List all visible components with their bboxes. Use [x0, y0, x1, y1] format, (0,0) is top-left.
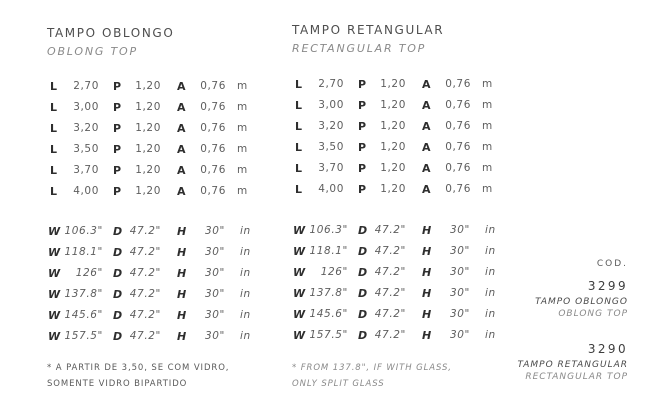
- unit-label: m: [237, 101, 248, 113]
- dimension-value: 145.6": [64, 309, 103, 321]
- unit-label: m: [482, 141, 493, 153]
- dimension-letter: D: [113, 288, 123, 301]
- dimension-row: [47, 284, 267, 305]
- dimension-letter: H: [177, 246, 187, 259]
- dimension-value: 3,70: [318, 162, 344, 174]
- dimension-letter: L: [50, 143, 58, 156]
- dimension-value: 1,20: [380, 141, 406, 153]
- dimension-value: 30": [205, 267, 225, 279]
- code-number: 3290: [587, 342, 628, 356]
- dimension-letter: H: [177, 288, 187, 301]
- dimension-value: 30": [205, 225, 225, 237]
- rectangular-note-line2: ONLY SPLIT GLASS: [292, 379, 385, 389]
- dimension-value: 0,76: [200, 101, 226, 113]
- dimension-row: [292, 116, 512, 137]
- unit-label: m: [237, 80, 248, 92]
- dimension-value: 0,76: [445, 183, 471, 195]
- dimension-letter: D: [358, 308, 368, 321]
- code-name-pt: TAMPO RETANGULAR: [517, 360, 628, 370]
- code-item-oblong: [535, 279, 628, 319]
- oblong-section: [47, 26, 174, 58]
- unit-label: m: [482, 78, 493, 90]
- unit-label: m: [482, 99, 493, 111]
- dimension-value: 30": [450, 266, 470, 278]
- dimension-value: 145.6": [309, 308, 348, 320]
- dimension-value: 2,70: [318, 78, 344, 90]
- dimension-value: 118.1": [309, 245, 348, 257]
- dimension-value: 30": [205, 246, 225, 258]
- dimension-value: 47.2": [129, 330, 161, 342]
- dimension-letter: A: [177, 164, 186, 177]
- dimension-value: 3,50: [73, 143, 99, 155]
- dimension-letter: P: [113, 80, 122, 93]
- dimension-value: 3,00: [73, 101, 99, 113]
- dimension-letter: P: [113, 143, 122, 156]
- dimension-row: [47, 221, 267, 242]
- dimension-value: 47.2": [374, 245, 406, 257]
- dimension-letter: P: [358, 78, 367, 91]
- dimension-value: 0,76: [200, 143, 226, 155]
- code-name-en: RECTANGULAR TOP: [525, 372, 628, 382]
- dimension-letter: P: [358, 99, 367, 112]
- dimension-value: 47.2": [374, 266, 406, 278]
- dimension-row: [292, 74, 512, 95]
- dimension-value: 30": [450, 329, 470, 341]
- dimension-value: 30": [450, 245, 470, 257]
- code-label-text: COD.: [596, 259, 628, 269]
- dimension-value: 1,20: [380, 120, 406, 132]
- dimension-value: 0,76: [445, 99, 471, 111]
- dimension-value: 0,76: [445, 120, 471, 132]
- dimension-value: 1,20: [135, 164, 161, 176]
- unit-label: in: [485, 287, 496, 299]
- oblong-metric-table: [47, 76, 267, 202]
- dimension-row: [47, 160, 267, 181]
- dimension-row: [47, 181, 267, 202]
- unit-label: in: [485, 308, 496, 320]
- oblong-note: [47, 360, 229, 392]
- dimension-row: [47, 305, 267, 326]
- code-label: [597, 251, 628, 270]
- dimension-value: 47.2": [374, 329, 406, 341]
- dimension-letter: P: [358, 120, 367, 133]
- dimension-row: [292, 95, 512, 116]
- dimension-letter: W: [48, 225, 61, 238]
- dimension-value: 1,20: [380, 162, 406, 174]
- dimension-value: 47.2": [129, 267, 161, 279]
- rectangular-imperial-table: [292, 220, 512, 346]
- oblong-title: TAMPO OBLONGO: [47, 26, 175, 40]
- dimension-letter: A: [177, 143, 186, 156]
- dimension-letter: L: [295, 183, 303, 196]
- dimension-value: 1,20: [135, 185, 161, 197]
- dimension-value: 1,20: [135, 143, 161, 155]
- unit-label: m: [237, 122, 248, 134]
- dimension-letter: D: [113, 330, 123, 343]
- dimension-value: 1,20: [380, 99, 406, 111]
- dimension-letter: H: [422, 266, 432, 279]
- dimension-letter: L: [295, 99, 303, 112]
- dimension-letter: W: [293, 245, 306, 258]
- dimension-value: 118.1": [64, 246, 103, 258]
- unit-label: in: [240, 225, 251, 237]
- dimension-letter: D: [358, 245, 368, 258]
- dimension-letter: A: [422, 99, 431, 112]
- dimension-value: 3,20: [318, 120, 344, 132]
- code-item-rectangular: [518, 342, 628, 382]
- dimension-value: 0,76: [200, 80, 226, 92]
- dimension-value: 137.8": [64, 288, 103, 300]
- dimension-letter: W: [48, 246, 61, 259]
- code-number: 3299: [587, 279, 628, 293]
- dimension-value: 30": [450, 287, 470, 299]
- dimension-value: 1,20: [380, 78, 406, 90]
- dimension-value: 47.2": [374, 224, 406, 236]
- dimension-row: [47, 76, 267, 97]
- dimension-letter: D: [113, 246, 123, 259]
- dimension-letter: H: [177, 309, 187, 322]
- unit-label: m: [237, 143, 248, 155]
- dimension-letter: L: [50, 164, 58, 177]
- dimension-letter: W: [48, 309, 61, 322]
- rectangular-title: TAMPO RETANGULAR: [292, 23, 445, 37]
- dimension-value: 0,76: [200, 122, 226, 134]
- dimension-letter: P: [113, 164, 122, 177]
- dimension-letter: W: [48, 267, 61, 280]
- unit-label: in: [240, 330, 251, 342]
- dimension-letter: P: [358, 141, 367, 154]
- dimension-letter: L: [50, 80, 58, 93]
- dimension-row: [292, 220, 512, 241]
- dimension-letter: A: [422, 141, 431, 154]
- oblong-imperial-table: [47, 221, 267, 347]
- dimension-value: 3,20: [73, 122, 99, 134]
- dimension-row: [292, 179, 512, 200]
- dimension-row: [47, 326, 267, 347]
- dimension-letter: D: [358, 266, 368, 279]
- rectangular-note: [292, 360, 452, 392]
- unit-label: in: [240, 309, 251, 321]
- code-name-en: OBLONG TOP: [558, 309, 628, 319]
- dimension-value: 1,20: [380, 183, 406, 195]
- dimension-letter: W: [48, 288, 61, 301]
- dimension-row: [292, 325, 512, 346]
- dimension-value: 1,20: [135, 122, 161, 134]
- dimension-value: 30": [205, 309, 225, 321]
- dimension-value: 126": [320, 266, 348, 278]
- dimension-letter: H: [422, 224, 432, 237]
- dimension-letter: A: [422, 120, 431, 133]
- dimension-letter: L: [295, 141, 303, 154]
- dimension-letter: W: [293, 329, 306, 342]
- dimension-letter: A: [177, 80, 186, 93]
- unit-label: m: [482, 162, 493, 174]
- rectangular-note-line1: * FROM 137.8", IF WITH GLASS,: [292, 363, 452, 373]
- dimension-row: [292, 137, 512, 158]
- dimension-row: [47, 263, 267, 284]
- dimension-row: [47, 139, 267, 160]
- dimension-letter: A: [177, 122, 186, 135]
- unit-label: in: [485, 329, 496, 341]
- dimension-value: 4,00: [73, 185, 99, 197]
- dimension-value: 47.2": [129, 225, 161, 237]
- unit-label: m: [237, 164, 248, 176]
- dimension-row: [47, 97, 267, 118]
- dimension-value: 4,00: [318, 183, 344, 195]
- unit-label: m: [482, 183, 493, 195]
- dimension-row: [292, 262, 512, 283]
- dimension-value: 157.5": [64, 330, 103, 342]
- dimension-letter: W: [293, 287, 306, 300]
- dimension-letter: D: [113, 225, 123, 238]
- dimension-letter: H: [422, 308, 432, 321]
- dimension-letter: L: [50, 122, 58, 135]
- dimension-value: 47.2": [129, 288, 161, 300]
- dimension-value: 2,70: [73, 80, 99, 92]
- dimension-letter: W: [293, 308, 306, 321]
- rectangular-section: [292, 23, 444, 55]
- dimension-value: 0,76: [200, 164, 226, 176]
- dimension-letter: P: [113, 122, 122, 135]
- dimension-value: 3,70: [73, 164, 99, 176]
- rectangular-metric-table: [292, 74, 512, 200]
- dimension-row: [292, 283, 512, 304]
- unit-label: in: [240, 267, 251, 279]
- oblong-subtitle: OBLONG TOP: [47, 45, 138, 58]
- dimension-value: 3,00: [318, 99, 344, 111]
- dimension-row: [292, 241, 512, 262]
- dimension-letter: L: [295, 120, 303, 133]
- unit-label: in: [240, 246, 251, 258]
- oblong-note-line2: SOMENTE VIDRO BIPARTIDO: [47, 379, 188, 389]
- dimension-value: 1,20: [135, 101, 161, 113]
- unit-label: in: [485, 224, 496, 236]
- dimension-value: 0,76: [445, 162, 471, 174]
- dimension-letter: P: [113, 185, 122, 198]
- unit-label: in: [240, 288, 251, 300]
- dimension-letter: W: [293, 266, 306, 279]
- dimension-letter: H: [177, 330, 187, 343]
- dimension-row: [47, 118, 267, 139]
- unit-label: in: [485, 245, 496, 257]
- dimension-value: 47.2": [374, 287, 406, 299]
- dimension-value: 30": [450, 224, 470, 236]
- unit-label: in: [485, 266, 496, 278]
- dimension-letter: A: [177, 101, 186, 114]
- dimension-letter: A: [422, 78, 431, 91]
- oblong-note-line1: * A PARTIR DE 3,50, SE COM VIDRO,: [47, 363, 230, 373]
- dimension-value: 47.2": [129, 309, 161, 321]
- dimension-value: 106.3": [309, 224, 348, 236]
- dimension-row: [47, 242, 267, 263]
- dimension-letter: A: [422, 162, 431, 175]
- dimension-value: 30": [205, 288, 225, 300]
- dimension-value: 0,76: [445, 78, 471, 90]
- dimension-value: 30": [205, 330, 225, 342]
- code-name-pt: TAMPO OBLONGO: [535, 297, 628, 307]
- dimension-value: 3,50: [318, 141, 344, 153]
- dimension-row: [292, 304, 512, 325]
- dimension-letter: P: [113, 101, 122, 114]
- dimension-value: 0,76: [445, 141, 471, 153]
- dimension-letter: L: [295, 162, 303, 175]
- dimension-letter: P: [358, 183, 367, 196]
- dimension-value: 30": [450, 308, 470, 320]
- dimension-letter: P: [358, 162, 367, 175]
- dimension-letter: D: [358, 329, 368, 342]
- dimension-letter: H: [177, 267, 187, 280]
- dimension-letter: H: [422, 245, 432, 258]
- dimension-value: 47.2": [129, 246, 161, 258]
- unit-label: m: [482, 120, 493, 132]
- dimension-letter: D: [358, 287, 368, 300]
- dimension-row: [292, 158, 512, 179]
- dimension-value: 47.2": [374, 308, 406, 320]
- dimension-letter: H: [177, 225, 187, 238]
- dimension-value: 0,76: [200, 185, 226, 197]
- dimension-value: 137.8": [309, 287, 348, 299]
- dimension-letter: H: [422, 287, 432, 300]
- unit-label: m: [237, 185, 248, 197]
- dimension-letter: L: [50, 101, 58, 114]
- dimension-letter: D: [113, 309, 123, 322]
- dimension-letter: W: [48, 330, 61, 343]
- dimension-value: 126": [75, 267, 103, 279]
- dimension-letter: A: [422, 183, 431, 196]
- dimension-letter: A: [177, 185, 186, 198]
- dimension-letter: H: [422, 329, 432, 342]
- dimension-letter: L: [295, 78, 303, 91]
- dimension-letter: W: [293, 224, 306, 237]
- dimension-letter: L: [50, 185, 58, 198]
- dimension-value: 157.5": [309, 329, 348, 341]
- dimension-value: 1,20: [135, 80, 161, 92]
- dimension-letter: D: [113, 267, 123, 280]
- rectangular-subtitle: RECTANGULAR TOP: [292, 42, 427, 55]
- dimension-letter: D: [358, 224, 368, 237]
- dimension-value: 106.3": [64, 225, 103, 237]
